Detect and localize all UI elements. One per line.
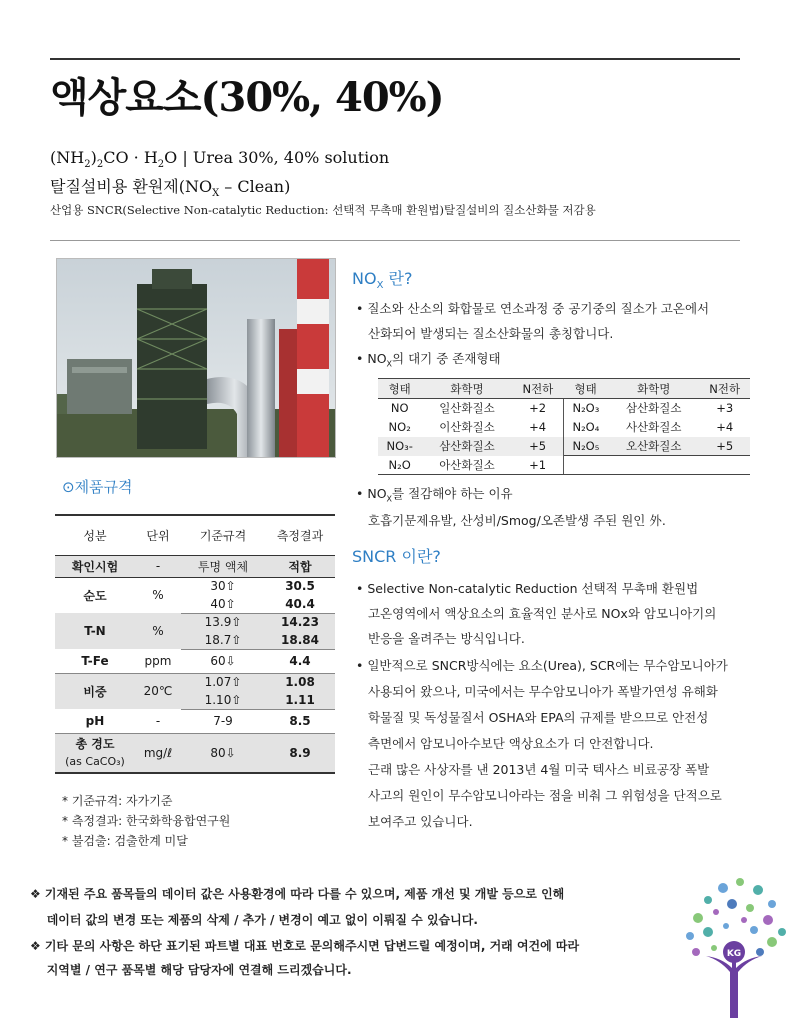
table-row [378,399,750,418]
table-cell [563,456,608,475]
table-cell: 8.9 [265,733,335,773]
footer-note: 데이터 값의 변경 또는 제품의 삭제 / 추가 / 변경이 예고 없이 이뤄질 수 있습니다. [30,913,478,927]
table-cell: - [135,709,181,733]
sncr-text-line: 근래 많은 사상자를 낸 2013년 4월 미국 텍사스 비료공장 폭발 [368,762,710,777]
nox-forms-label: • $NO_X$의 대기 중 존재형태 [356,351,501,369]
product-subtitle: 탈질설비용 환원제($NO_X$ – Clean) [50,177,291,200]
table-cell: N₂O₄ [572,420,600,434]
sncr-text-line: 사용되어 왔으나, 미국에서는 무수암모니아가 폭발가연성 유해화 [368,684,718,699]
table-cell: +2 [513,399,564,418]
plant-photo [56,258,336,458]
table-row [378,418,750,437]
table-cell: +4 [716,420,734,434]
column-header: 형태 [378,379,421,399]
table-cell: mg/ℓ [135,733,181,773]
table-cell: NO [390,401,409,416]
sncr-text-line: 학물질 및 독성물질서 OSHA와 EPA의 규제를 받으므로 안전성 [368,710,709,725]
column-header: 화학명 [421,379,512,399]
table-cell: 18.84 [265,631,335,649]
table-header-row [378,379,750,399]
table-cell: 40.4 [265,595,335,613]
spec-note: * 측정결과: 한국화학융합연구원 [62,814,231,828]
column-header: N전하 [699,379,750,399]
column-header: 성분 [55,515,135,555]
table-cell: 4.4 [265,649,335,673]
sncr-text-line: 고온영역에서 액상요소의 효율적인 분사로 NOx와 암모니아기의 [368,606,717,621]
table-cell: 삼산화질소 [421,437,512,456]
table-row [55,709,335,733]
table-cell: N₂O₃ [572,401,600,416]
nox-definition-line1: • 질소와 산소의 화합물로 연소과정 중 공기중의 질소가 고온에서 [356,301,710,316]
sncr-text-line: 사고의 원인이 무수암모니아라는 점을 비춰 그 위험성을 단적으로 [368,788,722,803]
column-header: N전하 [513,379,564,399]
table-cell: pH [55,709,135,733]
table-row [55,613,335,631]
sncr-text-line: 보여주고 있습니다. [368,814,473,829]
table-cell: NO₃- [378,437,421,456]
table-cell: T-N [55,613,135,649]
table-cell: 14.23 [265,613,335,631]
table-cell: 1.08 [265,673,335,691]
table-cell: +5 [699,437,750,456]
chemical-formula: $(NH_2)_2CO \cdot H_2O$ | Urea 30%, 40% solution [50,148,390,171]
table-row [55,577,335,595]
page-title: 액상요소(30%, 40%) [50,74,444,121]
nox-reduction-detail: 호흡기문제유발, 산성비/Smog/오존발생 주된 원인 外. [368,513,666,528]
sncr-text-line: • Selective Non-catalytic Reduction 선택적 무촉매 환원법 [356,581,699,596]
footer-note: ❖ 기타 문의 사항은 하단 표기된 파트별 대표 번호로 문의해주시면 답변드릴 예정이며, 거래 여건에 따라 [30,939,580,953]
table-cell: 80⇩ [181,733,265,773]
table-row [55,555,335,577]
table-cell [608,456,699,475]
table-cell: 30.5 [285,579,315,594]
table-cell: 40⇧ [181,595,265,613]
column-header: 단위 [135,515,181,555]
table-cell: 20℃ [135,673,181,709]
table-cell: 이산화질소 [439,420,495,434]
table-row [55,673,335,691]
table-row [378,437,750,456]
table-cell: % [152,588,164,603]
table-row [55,649,335,673]
table-cell: +5 [513,437,564,456]
table-cell: N₂O [378,456,421,475]
table-header-row [55,515,335,555]
column-header: 기준규격 [181,515,265,555]
table-cell: +4 [513,418,564,437]
nox-forms-table [378,378,750,475]
table-cell: 18.7⇧ [181,631,265,649]
table-cell: 오산화질소 [608,437,699,456]
table-cell: 비중 [55,673,135,709]
table-cell: T-Fe [55,649,135,673]
table-cell: 확인시험 [55,555,135,577]
column-header: 측정결과 [265,515,335,555]
table-cell: 투명 액체 [181,555,265,577]
table-cell: 30⇧ [210,579,236,594]
spec-table [55,514,335,774]
table-cell: 7-9 [181,709,265,733]
table-cell: 8.5 [265,709,335,733]
sncr-heading: SNCR 이란? [352,547,441,566]
sncr-text-line: 반응을 올려주는 방식입니다. [368,631,525,646]
product-description: 산업용 SNCR(Selective Non-catalytic Reduction: 선택적 무촉매 환원법)탈질설비의 질소산화물 저감용 [50,203,596,217]
table-cell: +3 [716,401,734,416]
table-cell: - [135,555,181,577]
footer-note: ❖ 기재된 주요 품목들의 데이터 값은 사용환경에 따라 다를 수 있으며, 제품 개선 및 개발 등으로 인해 [30,887,565,901]
table-cell: 삼산화질소 [625,401,682,416]
top-rule [50,58,740,60]
nox-heading: $NO_X$ 란? [352,269,413,292]
table-cell: 총 경도 (as CaCO₃) [55,733,135,773]
table-cell: 13.9⇧ [181,613,265,631]
table-cell: N₂O₅ [563,437,608,456]
table-cell: 적합 [265,555,335,577]
footer-note: 지역별 / 연구 품목별 해당 담당자에 연결해 드리겠습니다. [30,963,352,977]
table-cell: 1.11 [265,691,335,709]
table-cell: ppm [135,649,181,673]
table-cell: 1.07⇧ [181,673,265,691]
table-cell [699,456,750,475]
table-cell: +1 [513,456,564,475]
kg-tree-logo [668,860,800,1018]
sncr-text-line: 측면에서 암모니아수보단 액상요소가 더 안전합니다. [368,736,654,751]
section-divider [50,240,740,241]
table-cell: NO₂ [388,420,411,434]
nox-reduction-reason: • $NO_X$를 절감해야 하는 이유 [356,486,513,504]
column-header: 화학명 [608,379,699,399]
nox-definition-line2: 산화되어 발생되는 질소산화물의 총칭합니다. [368,326,614,341]
column-header: 형태 [563,379,608,399]
table-cell: 아산화질소 [421,456,512,475]
table-cell: 일산화질소 [439,401,495,416]
table-cell: % [135,613,181,649]
table-cell: 60⇩ [181,649,265,673]
logo-text: KG [726,949,742,959]
spec-note: * 불검출: 검출한계 미달 [62,834,188,848]
table-row [378,456,750,475]
table-cell: 순도 [83,588,107,603]
table-cell: 사산화질소 [625,420,682,434]
sncr-text-line: • 일반적으로 SNCR방식에는 요소(Urea), SCR에는 무수암모니아가 [356,658,728,673]
spec-heading: ⊙제품규격 [62,478,133,496]
table-cell: 1.10⇧ [181,691,265,709]
table-row [55,733,335,773]
spec-note: * 기준규격: 자가기준 [62,794,173,808]
